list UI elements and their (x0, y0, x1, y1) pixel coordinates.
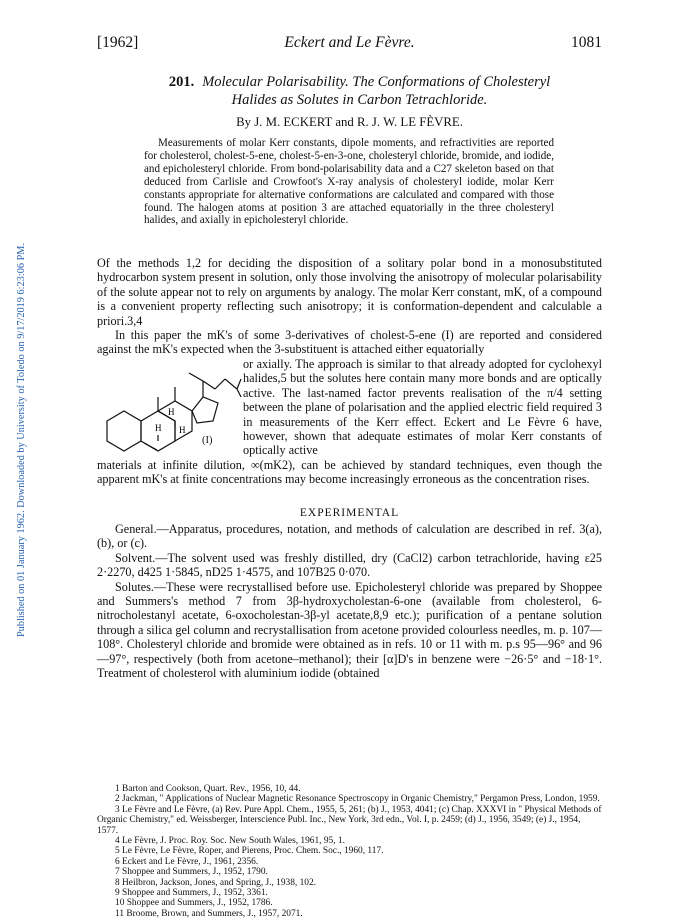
running-header (97, 34, 602, 56)
reference-item: 11 Broome, Brown, and Summers, J., 1957, 2071. (115, 908, 303, 919)
structure-label: (I) (202, 435, 213, 446)
reference-item: 3 Le Fèvre and Le Fèvre, (a) Rev. Pure Appl. Chem., 1955, 5, 261; (b) J., 1953, 4041; (c) Chap. XXXVI in " Physical Methods of Organic Chemistry," ed. Weissberger, Interscience Publ. Inc., New York, 3rd edn., Vol. I, p. 2459; (d) J., 1956, 3549; (e) J., 1954, 1577. (97, 804, 602, 836)
experimental-solvent: Solvent.—The solvent used was freshly distilled, dry (CaCl2) carbon tetrachloride, having ε25 2·2270, d425 1·5845, nD25 1·4575, and 107B25 0·070. (97, 550, 602, 580)
title-line-1: Molecular Polarisability. The Conformations of Cholesteryl (202, 74, 551, 90)
intro-paragraph-2-wrapped: or axially. The approach is similar to that already adopted for cyclohexyl halides,5 but the solutes here contain many more bonds and are optically active. The last-named factor prevents realisation of the π/4 setting between the plane of polarisation and the applied electric field required 3 in measurements of the Kerr effect. Eckert and Le Fèvre 6 have, however, shown that adequate estimates of molar Kerr constants of optically active (243, 357, 602, 458)
article-title (117, 73, 602, 109)
hydrogen-label-3: H (179, 425, 186, 435)
intro-paragraph-2-end: materials at infinite dilution, ∞(mK2), can be achieved by standard techniques, even though the apparent mK's at finite concentrations may become increasingly erroneous as the concentration rises. (97, 458, 602, 487)
experimental-section (97, 522, 602, 680)
intro-paragraph-1: Of the methods 1,2 for deciding the disposition of a solitary polar bond in a monosubstituted hydrocarbon system present in solution, only those involving the anisotropy of molecular polarisability of the solute appear not to rely on arguments by analogy. The molar Kerr constant, mK, of a compound is a convenient property reflecting such anisotropy; it is conformation-dependent and calculable a priori.3,4 (97, 256, 602, 328)
abstract: Measurements of molar Kerr constants, dipole moments, and refractivities are reported for cholesterol, cholest-5-ene, cholest-5-en-3-one, cholesteryl chloride, bromide, and iodide, and epicholesteryl chloride. From bond-polarisability data and a C27 skeleton based on that deduced from Carlisle and Crowfoot's X-ray analysis of cholesteryl iodide, molar Kerr constants appropriate for alternative conformations are calculated and compared with those found. The halogen atoms at position 3 are attached equatorially in the three cholesteryl halides, and axially in epicholesteryl chloride. (144, 137, 554, 227)
reference-item: 5 Le Fèvre, Le Fèvre, Roper, and Pierens, Proc. Chem. Soc., 1960, 117. (115, 846, 384, 857)
header-page-number: 1081 (571, 34, 602, 51)
reference-item: 10 Shoppee and Summers, J., 1952, 1786. (115, 898, 273, 909)
hydrogen-label-2: H (155, 423, 162, 433)
cholestene-structure-diagram (97, 331, 242, 457)
title-line-2: Halides as Solutes in Carbon Tetrachloride. (231, 92, 488, 108)
reference-item: 9 Shoppee and Summers, J., 1952, 3361. (115, 888, 268, 899)
article-number: 201. (168, 74, 195, 90)
authors: By J. M. ECKERT and R. J. W. LE FÈVRE. (236, 115, 463, 129)
reference-item: 1 Barton and Cookson, Quart. Rev., 1956, 10, 44. (115, 784, 301, 794)
experimental-general: General.—Apparatus, procedures, notation, and methods of calculation are described in ref. 3(a), (b), or (c). (97, 522, 602, 551)
intro-paragraph-2-start: In this paper the mK's of some 3-derivatives of cholest-5-ene (I) are reported and considered against the mK's expected when the 3-substituent is attached either equatorially (97, 328, 602, 357)
hydrogen-label-1: H (168, 407, 175, 417)
reference-item: 8 Heilbron, Jackson, Jones, and Spring, J., 1938, 102. (115, 877, 317, 888)
experimental-solutes: Solutes.—These were recrystallised before use. Epicholesteryl chloride was prepared by Shoppee and Summers's method 7 from 3β-hydroxycholestan-6-one (available from cholesterol, 6-nitrocholestanyl acetate, 6-oxocholestan-3β-yl acetate,8,9 etc.); purification of a pentane solution through a silica gel column and recrystallisation from acetone provided colourless needles, m. p. 107—108°. Cholesteryl chloride and bromide were obtained as in refs. 10 or 11 with m. p.s 95—96° and 96—97°, respectively (both from acetone–methanol); their [α]D's in benzene were −26·5° and −18·1°. Treatment of cholesterol with aluminium iodide (obtained (97, 579, 602, 681)
download-notice: Published on 01 January 1962. Downloaded by University of Toledo on 9/17/2019 6:23:06 PM. (16, 242, 27, 638)
header-year: [1962] (97, 34, 139, 51)
header-running-title: Eckert and Le Fèvre. (284, 34, 415, 51)
section-heading-experimental: EXPERIMENTAL (299, 507, 400, 519)
references-list (97, 784, 602, 919)
download-notice-margin (0, 150, 27, 730)
reference-item: 6 Eckert and Le Fèvre, J., 1961, 2356. (115, 856, 259, 867)
reference-item: 7 Shoppee and Summers, J., 1952, 1790. (115, 867, 268, 878)
reference-item: 4 Le Fèvre, J. Proc. Roy. Soc. New South Wales, 1961, 95, 1. (115, 836, 345, 847)
reference-item: 2 Jackman, " Applications of Nuclear Magnetic Resonance Spectroscopy in Organic Chemistry," Pergamon Press, London, 1959. (115, 794, 600, 805)
